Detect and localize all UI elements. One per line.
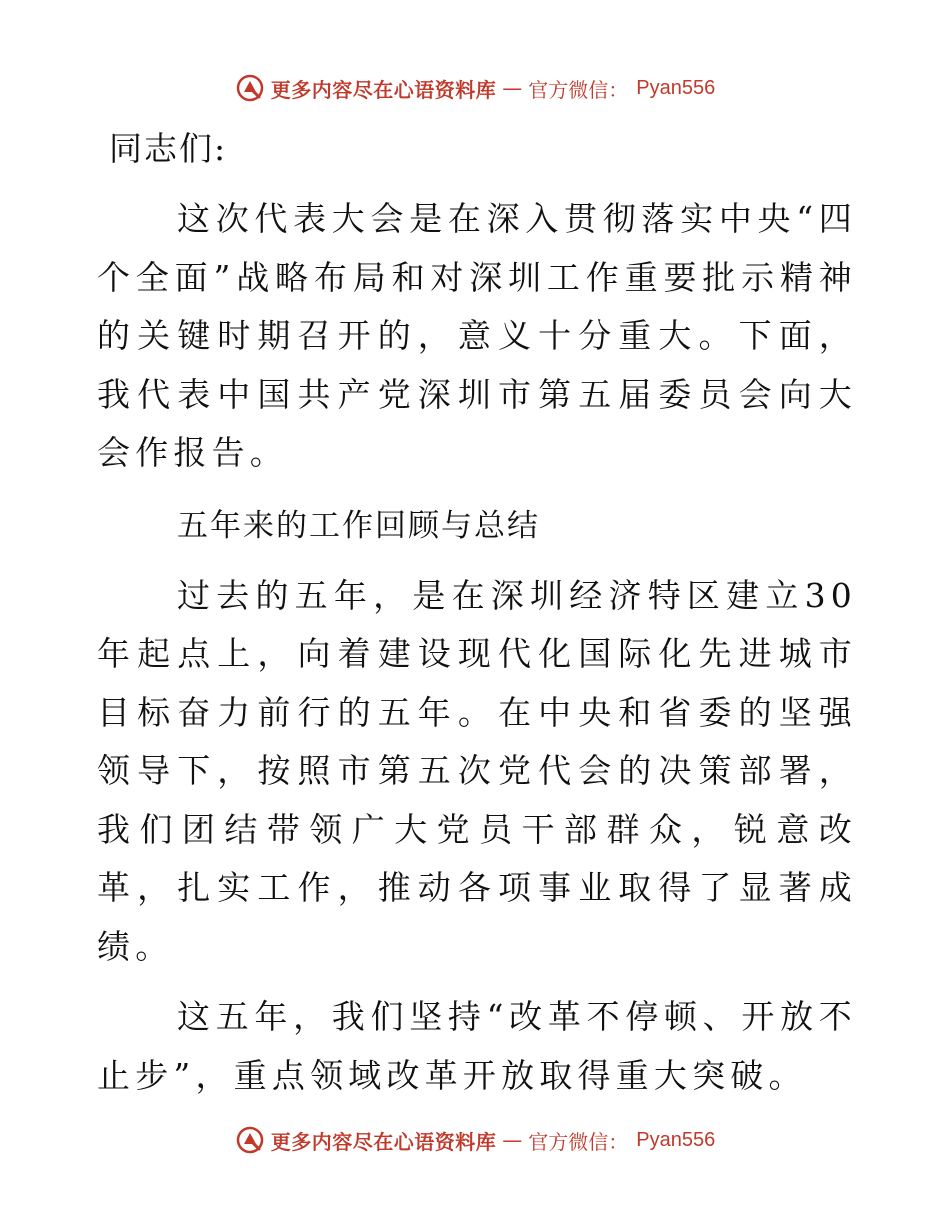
watermark-separator: — — [502, 76, 523, 100]
watermark-official-label: 官方微信： — [528, 1129, 629, 1154]
watermark-separator: — — [502, 1128, 523, 1152]
salutation: 同志们: — [109, 129, 228, 168]
watermark-wechat-id: Pyan556 — [636, 1128, 716, 1151]
footer-watermark — [0, 1120, 950, 1160]
book-seal-icon — [235, 73, 265, 103]
document-body — [97, 120, 857, 1105]
watermark-text: 更多内容尽在心语资料库 — [270, 77, 497, 102]
section-heading: 五年来的工作回顾与总结 — [177, 507, 540, 544]
section-paragraph: 这五年，我们坚持“改革不停顿、开放不止步”，重点领域改革开放取得重大突破。 — [97, 997, 857, 1095]
header-watermark — [0, 68, 950, 108]
watermark-official-label: 官方微信： — [528, 77, 629, 102]
watermark-text: 更多内容尽在心语资料库 — [270, 1129, 497, 1154]
watermark-wechat-id: Pyan556 — [636, 76, 716, 99]
book-seal-icon — [235, 1125, 265, 1155]
section-paragraph: 过去的五年，是在深圳经济特区建立30年起点上，向着建设现代化国际化先进城市目标奋力前行的五年。在中央和省委的坚强领导下，按照市第五次党代会的决策部署，我们团结带领广大党员干部群众，锐意改革，扎实工作，推动各项事业取得了显著成绩。 — [97, 575, 857, 966]
intro-paragraph: 这次代表大会是在深入贯彻落实中央“四个全面”战略布局和对深圳工作重要批示精神的关键时期召开的，意义十分重大。下面，我代表中国共产党深圳市第五届委员会向大会作报告。 — [97, 199, 857, 472]
